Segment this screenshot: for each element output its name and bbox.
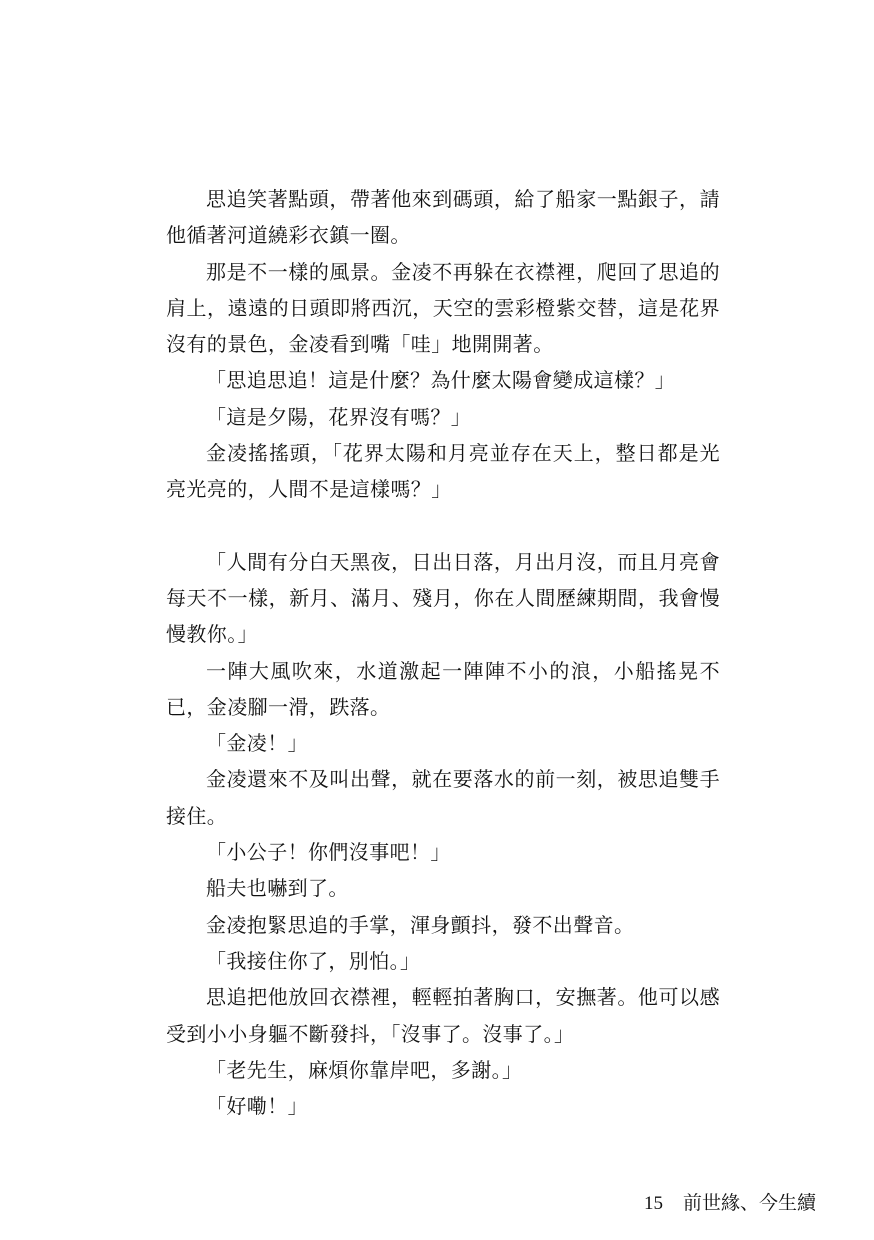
paragraph: 「這是夕陽，花界沒有嗎？」 [206,404,472,429]
paragraph: 「好嘞！」 [206,1094,308,1119]
paragraph: 金凌搖搖頭，「花界太陽和月亮並存在天上，整日都是光亮光亮的，人間不是這樣嗎？」 [166,441,720,502]
paragraph: 「老先生，麻煩你靠岸吧，多謝。」 [206,1057,523,1082]
paragraph: 「人間有分白天黑夜，日出日落，月出月沒，而且月亮會每天不一樣，新月、滿月、殘月，你在人間歷練期間，我會慢慢教你。」 [166,549,720,647]
page-body [166,181,720,1124]
paragraph: 一陣大風吹來，水道激起一陣陣不小的浪，小船搖晃不已，金凌腳一滑，跌落。 [166,658,720,719]
paragraph: 思追把他放回衣襟裡，輕輕拍著胸口，安撫著。他可以感受到小小身軀不斷發抖，「沒事了。沒事了。」 [166,985,720,1046]
paragraph: 船夫也嚇到了。 [206,876,349,901]
paragraph: 「思追思追！這是什麼？為什麼太陽會變成這樣？」 [206,368,676,393]
paragraph: 那是不一樣的風景。金凌不再躲在衣襟裡，爬回了思追的肩上，遠遠的日頭即將西沉，天空的雲彩橙紫交替，這是花界沒有的景色，金凌看到嘴「哇」地開開著。 [166,259,720,357]
paragraph: 金凌抱緊思追的手掌，渾身顫抖，發不出聲音。 [206,912,635,937]
running-title: 前世緣、今生續 [682,1192,816,1214]
page-footer [644,1190,816,1217]
page-number: 15 [643,1193,663,1214]
paragraph: 「我接住你了，別怕。」 [206,948,421,973]
paragraph: 「小公子！你們沒事吧！」 [206,840,451,865]
paragraph: 思追笑著點頭，帶著他來到碼頭，給了船家一點銀子，請他循著河道繞彩衣鎮一圈。 [166,187,720,248]
paragraph: 「金凌！」 [206,731,308,756]
paragraph: 金凌還來不及叫出聲，就在要落水的前一刻，被思追雙手接住。 [166,767,720,828]
